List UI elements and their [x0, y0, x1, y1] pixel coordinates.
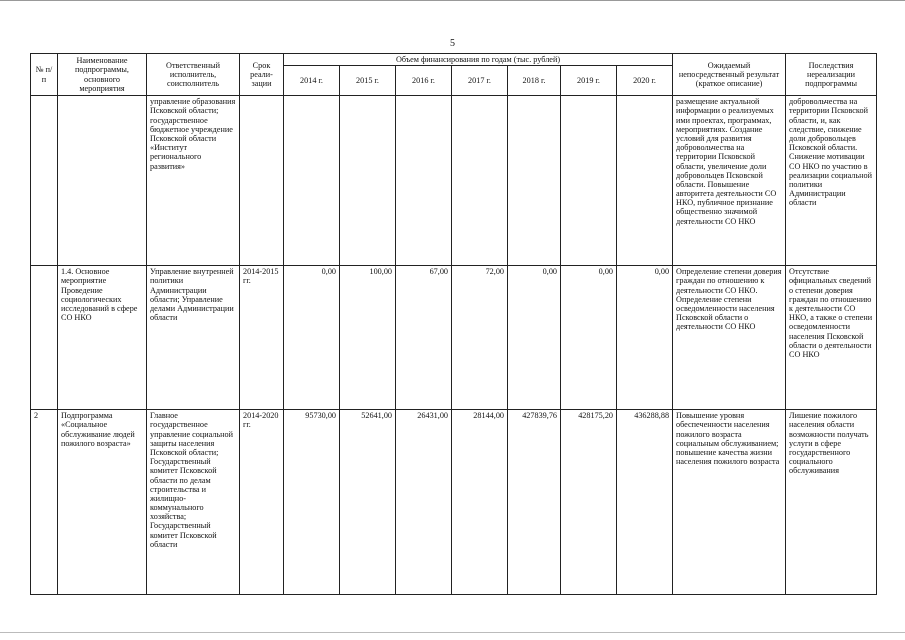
cell-term: 2014-2015 гг. — [240, 266, 284, 410]
cell-num: 2 — [31, 410, 58, 595]
cell-2019 — [561, 96, 617, 266]
scan-edge-bottom — [0, 632, 905, 633]
header-num: № п/п — [31, 54, 58, 96]
header-responsible: Ответственный исполнитель, соисполнитель — [147, 54, 240, 96]
cell-2015: 52641,00 — [340, 410, 396, 595]
cell-consequences: Лишение пожилого населения области возможности получать услуги в сфере государственного социального обслуживания — [786, 410, 877, 595]
header-name: Наименование подпрограммы, основного мероприятия — [58, 54, 147, 96]
cell-2016: 67,00 — [396, 266, 452, 410]
cell-term: 2014-2020 гг. — [240, 410, 284, 595]
cell-consequences: Отсутствие официальных сведений о степени доверия граждан по отношению к деятельности СО НКО, а также о степени осведомленности населения Псковской области о деятельности СО НКО — [786, 266, 877, 410]
cell-2018 — [508, 96, 561, 266]
cell-2019: 0,00 — [561, 266, 617, 410]
cell-2015 — [340, 96, 396, 266]
program-table — [30, 53, 877, 595]
cell-num — [31, 96, 58, 266]
cell-consequences: добровольчества на территории Псковской области, и, как следствие, снижение доли добровольцев Псковской области. Снижение мотивации СО НКО по участию в реализации социальной политики Администрации области — [786, 96, 877, 266]
table-row — [31, 410, 877, 595]
cell-responsible: Главное государственное управление социальной защиты населения Псковской области; Государственный комитет Псковской области по делам строительства и жилищно-коммунального хозяйства; Государственный комитет Псковской области — [147, 410, 240, 595]
cell-2017: 28144,00 — [452, 410, 508, 595]
header-expected: Ожидаемый непосредственный результат (краткое описание) — [673, 54, 786, 96]
cell-name: Подпрограмма «Социальное обслуживание людей пожилого возраста» — [58, 410, 147, 595]
cell-expected: Определение степени доверия граждан по отношению к деятельности СО НКО. Определение степени осведомленности населения Псковской области о деятельности СО НКО — [673, 266, 786, 410]
table-row — [31, 266, 877, 410]
cell-2016: 26431,00 — [396, 410, 452, 595]
cell-2018: 0,00 — [508, 266, 561, 410]
cell-2015: 100,00 — [340, 266, 396, 410]
cell-expected: Повышение уровня обеспеченности населения пожилого возраста социальным обслуживанием; повышение качества жизни населения пожилого возраста — [673, 410, 786, 595]
header-year-2020: 2020 г. — [617, 66, 673, 96]
cell-2020: 436288,88 — [617, 410, 673, 595]
cell-2017: 72,00 — [452, 266, 508, 410]
cell-2014 — [284, 96, 340, 266]
table-row — [31, 96, 877, 266]
header-year-2019: 2019 г. — [561, 66, 617, 96]
header-year-2015: 2015 г. — [340, 66, 396, 96]
cell-2020: 0,00 — [617, 266, 673, 410]
cell-2016 — [396, 96, 452, 266]
cell-2020 — [617, 96, 673, 266]
cell-name — [58, 96, 147, 266]
cell-num — [31, 266, 58, 410]
header-year-2018: 2018 г. — [508, 66, 561, 96]
cell-2014: 95730,00 — [284, 410, 340, 595]
cell-responsible: управление образования Псковской области; государственное бюджетное учреждение Псковской области «Институт регионального развития» — [147, 96, 240, 266]
cell-name: 1.4. Основное мероприятие Проведение социологических исследований в сфере СО НКО — [58, 266, 147, 410]
page-number: 5 — [450, 38, 455, 49]
cell-term — [240, 96, 284, 266]
cell-responsible: Управление внутренней политики Администрации области; Управление делами Администрации области — [147, 266, 240, 410]
scan-edge-top — [0, 0, 905, 1]
header-year-2014: 2014 г. — [284, 66, 340, 96]
cell-2018: 427839,76 — [508, 410, 561, 595]
cell-2019: 428175,20 — [561, 410, 617, 595]
header-term: Срок реали-зации — [240, 54, 284, 96]
header-year-2017: 2017 г. — [452, 66, 508, 96]
header-year-2016: 2016 г. — [396, 66, 452, 96]
cell-2017 — [452, 96, 508, 266]
header-consequences: Последствия нереализации подпрограммы — [786, 54, 877, 96]
cell-expected: размещение актуальной информации о реализуемых ими проектах, программах, мероприятиях. Создание условий для развития добровольчества на территории Псковской области, увеличение доли добровольцев Псковской области. Повышение авторитета деятельности СО НКО, публичное признание общественно значимой деятельности СО НКО — [673, 96, 786, 266]
cell-2014: 0,00 — [284, 266, 340, 410]
header-funding: Объем финансирования по годам (тыс. рублей) — [284, 54, 673, 66]
